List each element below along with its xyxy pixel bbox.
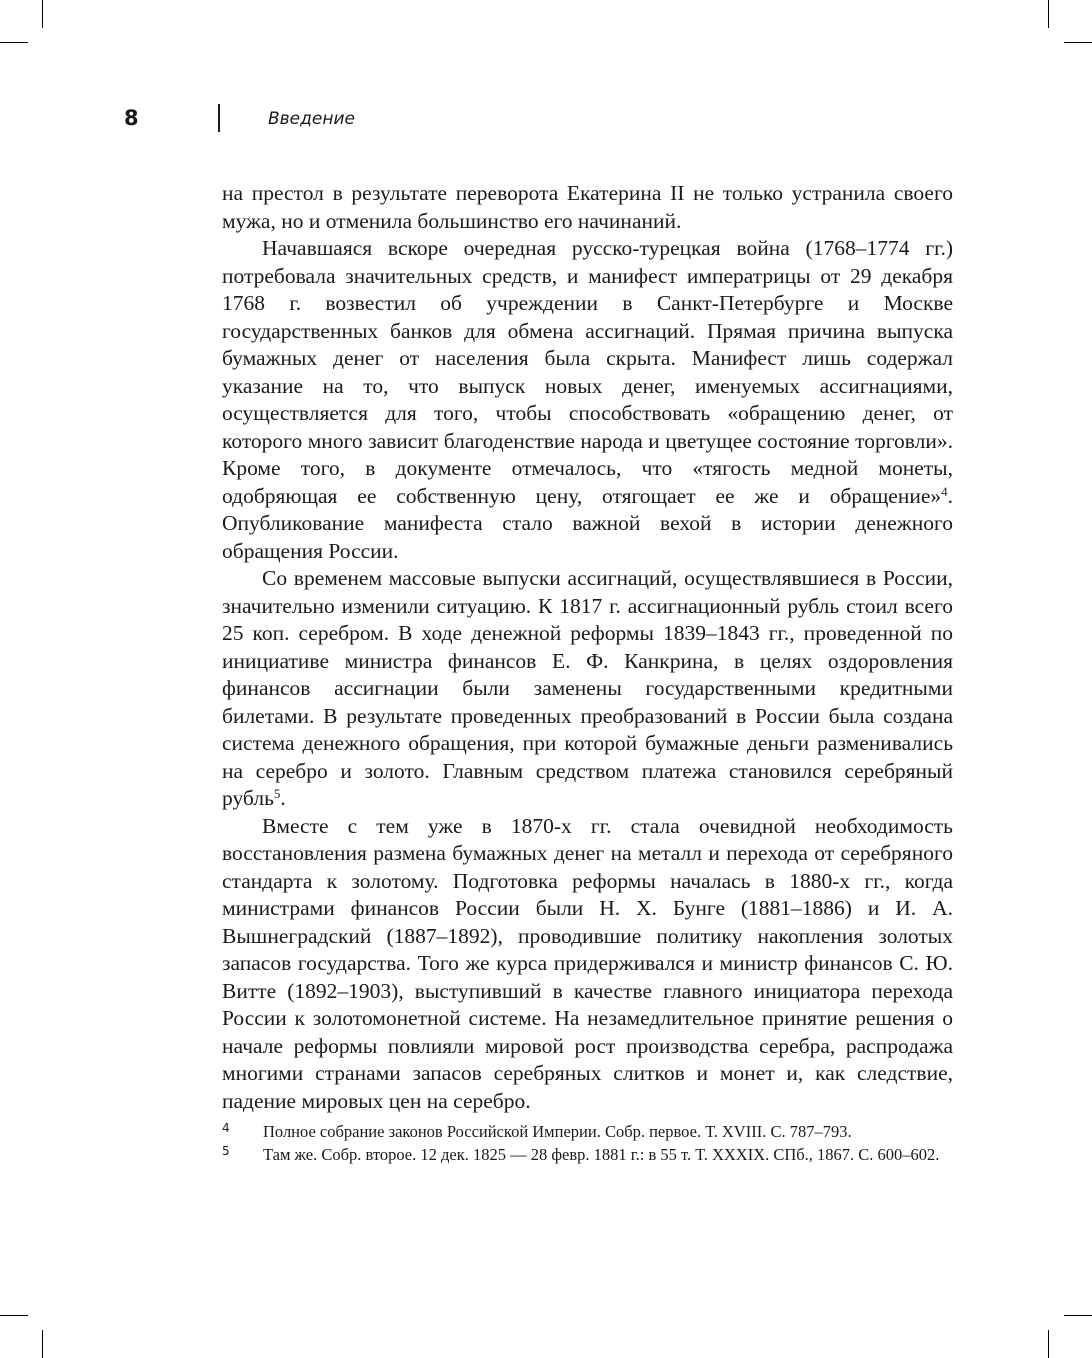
paragraph-1: на престол в результате переворота Екатерина II не только устранила своего мужа, но и отменила большинство его начинаний.: [222, 181, 953, 233]
paragraph-3: [222, 565, 953, 813]
page-number: 8: [124, 106, 139, 130]
crop-mark-top-left-horizontal: [0, 42, 28, 43]
footnote-ref-4: 4: [941, 483, 948, 499]
crop-mark-bottom-right-horizontal: [1064, 1315, 1092, 1316]
paragraph-2-tail: . Опубликование манифеста стало важной вехой в истории денежного обращения России.: [222, 483, 953, 563]
footnote-ref-5: 5: [273, 786, 281, 801]
header-divider: [218, 104, 220, 132]
footnote-text: Полное собрание законов Российской Империи. Собр. первое. Т. XVIII. С. 787–793.: [263, 1122, 852, 1141]
main-text: [222, 180, 953, 1115]
paragraph-3-tail: .: [280, 786, 286, 810]
footnote-4: [222, 1120, 953, 1143]
footnote-5: [222, 1143, 953, 1166]
crop-mark-top-right-horizontal: [1064, 42, 1092, 43]
crop-mark-bottom-right-vertical: [1048, 1330, 1049, 1358]
crop-mark-top-right-vertical: [1048, 0, 1049, 28]
running-title: Введение: [268, 109, 355, 129]
crop-mark-bottom-left-vertical: [42, 1330, 43, 1358]
footnotes: [222, 1120, 953, 1166]
paragraph-3-text: Со временем массовые выпуски ассигнаций, осуществлявшиеся в России, значительно изменили ситуацию. К 1817 г. ассигнационный рубль стоил всего 25 коп. серебром. В ходе денежной реформы 1839–1843 гг., проведенной по инициативе министра финансов Е. Ф. Канкрина, в целях оздоровления финансов ассигнации были заменены государственными кредитными билетами. В результате проведенных преобразований в России была создана система денежного обращения, при которой бумажные деньги разменивались на серебро и золото. Главным средством платежа становился серебряный рубль: [222, 566, 953, 810]
footnote-text: Там же. Собр. второе. 12 дек. 1825 — 28 февр. 1881 г.: в 55 т. Т. XXXIX. СПб., 1867. С. 600–602.: [263, 1145, 940, 1164]
paragraph-4: Вместе с тем уже в 1870-х гг. стала очевидной необходимость восстановления размена бумажных денег на металл и перехода от серебряного стандарта к золотому. Подготовка реформы началась в 1880-х гг., когда министрами финансов России были Н. Х. Бунге (1881–1886) и И. А. Вышнеградский (1887–1892), проводившие политику накопления золотых запасов государства. Того же курса придерживался и министр финансов С. Ю. Витте (1892–1903), выступивший в качестве главного инициатора перехода России к золотомонетной системе. На незамедлительное принятие решения о начале реформы повлияли мировой рост производства серебра, распродажа многими странами запасов серебряных слитков и монет и, как следствие, падение мировых цен на серебро.: [222, 813, 953, 1113]
paragraph-2: [222, 235, 953, 565]
crop-mark-bottom-left-horizontal: [0, 1315, 28, 1316]
footnote-mark: 5: [222, 1144, 230, 1158]
paragraph-2-text: Начавшаяся вскоре очередная русско-турецкая война (1768–1774 гг.) потребовала значительных средств, и манифест императрицы от 29 декабря 1768 г. возвестил об учреждении в Санкт-Петербурге и Москве государственных банков для обмена ассигнаций. Прямая причина выпуска бумажных денег от населения была скрыта. Манифест лишь содержал указание на то, что выпуск новых денег, именуемых ассигнациями, осуществляется для того, чтобы способствовать «обращению денег, от которого много зависит благоденствие народа и цветущее состояние торговли». Кроме того, в документе отмечалось, что «тягость медной монеты, одобряющая ее собственную цену, отягощает ее же и обращение»: [222, 236, 953, 508]
footnote-mark: 4: [222, 1121, 230, 1135]
page-header: [0, 104, 1092, 134]
crop-mark-top-left-vertical: [42, 0, 43, 28]
